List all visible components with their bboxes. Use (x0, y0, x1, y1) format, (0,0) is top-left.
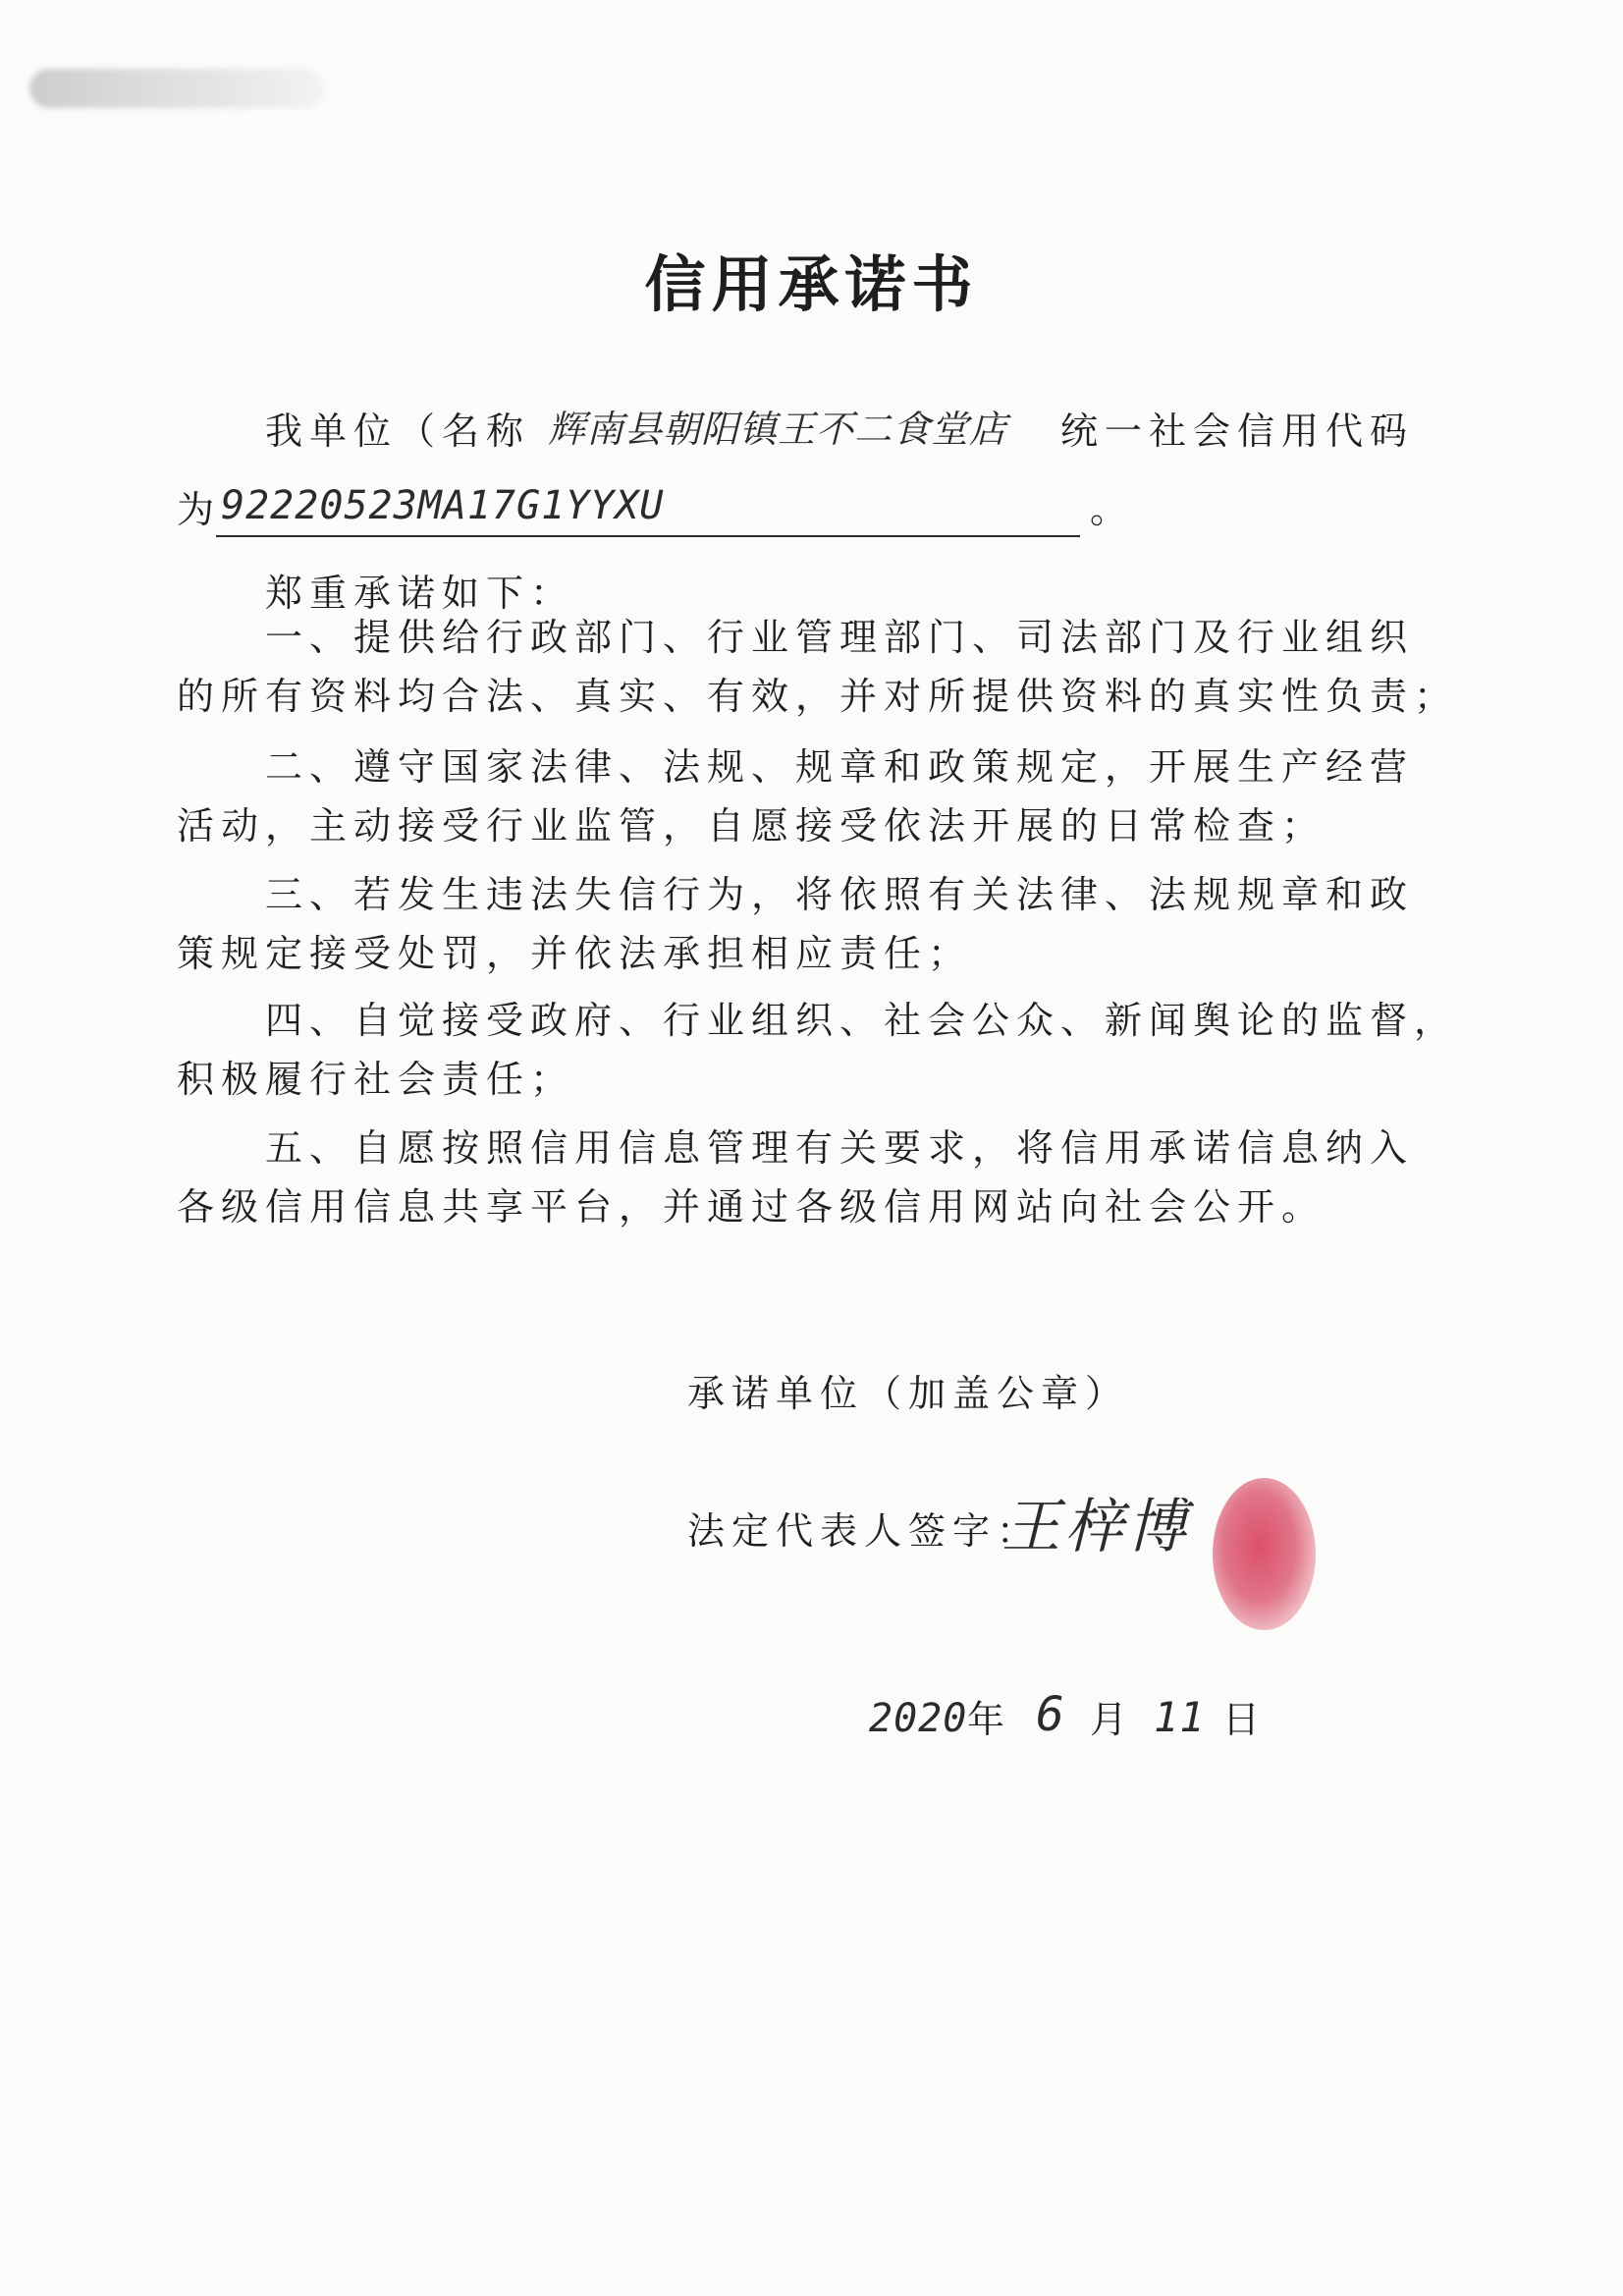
signature-handwritten: 王梓博 (1001, 1493, 1190, 1561)
code-prefix: 为 (177, 488, 222, 531)
item-4-line-1: 四、自觉接受政府、行业组织、社会公众、新闻舆论的监督， (265, 999, 1459, 1042)
date-month: 6 (1036, 1687, 1065, 1742)
seal-label: 承诺单位（加盖公章） (687, 1372, 1130, 1415)
scan-smudge (29, 69, 324, 108)
date-year-label: 年 (967, 1698, 1012, 1741)
credit-code-handwritten: 92220523MA17G1YYXU (221, 483, 665, 528)
item-1-line-1: 一、提供给行政部门、行业管理部门、司法部门及行业组织 (265, 616, 1415, 659)
item-4-line-2: 积极履行社会责任； (177, 1058, 575, 1101)
intro-prefix: 我单位（名称 (265, 410, 531, 453)
item-5-line-1: 五、自愿按照信用信息管理有关要求，将信用承诺信息纳入 (265, 1126, 1415, 1170)
unit-name-handwritten: 辉南县朝阳镇王不二食堂店 (548, 408, 1008, 451)
item-2-line-2: 活动，主动接受行业监管，自愿接受依法开展的日常检查； (177, 804, 1326, 847)
date-month-label: 月 (1090, 1698, 1135, 1741)
date-day-label: 日 (1222, 1698, 1268, 1741)
fingerprint-seal (1213, 1478, 1316, 1630)
item-3-line-1: 三、若发生违法失信行为，将依照有关法律、法规规章和政 (265, 873, 1415, 916)
pledge-heading: 郑重承诺如下： (265, 572, 575, 615)
item-5-line-2: 各级信用信息共享平台，并通过各级信用网站向社会公开。 (177, 1185, 1326, 1229)
signature-label: 法定代表人签字： (687, 1509, 1042, 1553)
item-3-line-2: 策规定接受处罚，并依法承担相应责任； (177, 932, 973, 975)
intro-suffix: 统一社会信用代码 (1060, 410, 1415, 453)
date-day: 11 (1154, 1693, 1206, 1741)
date-year: 2020 (869, 1696, 968, 1741)
code-end: 。 (1090, 488, 1135, 531)
item-1-line-2: 的所有资料均合法、真实、有效，并对所提供资料的真实性负责； (177, 675, 1459, 718)
document-title: 信用承诺书 (644, 248, 979, 320)
item-2-line-1: 二、遵守国家法律、法规、规章和政策规定，开展生产经营 (265, 745, 1415, 789)
credit-code-underline (216, 535, 1080, 537)
